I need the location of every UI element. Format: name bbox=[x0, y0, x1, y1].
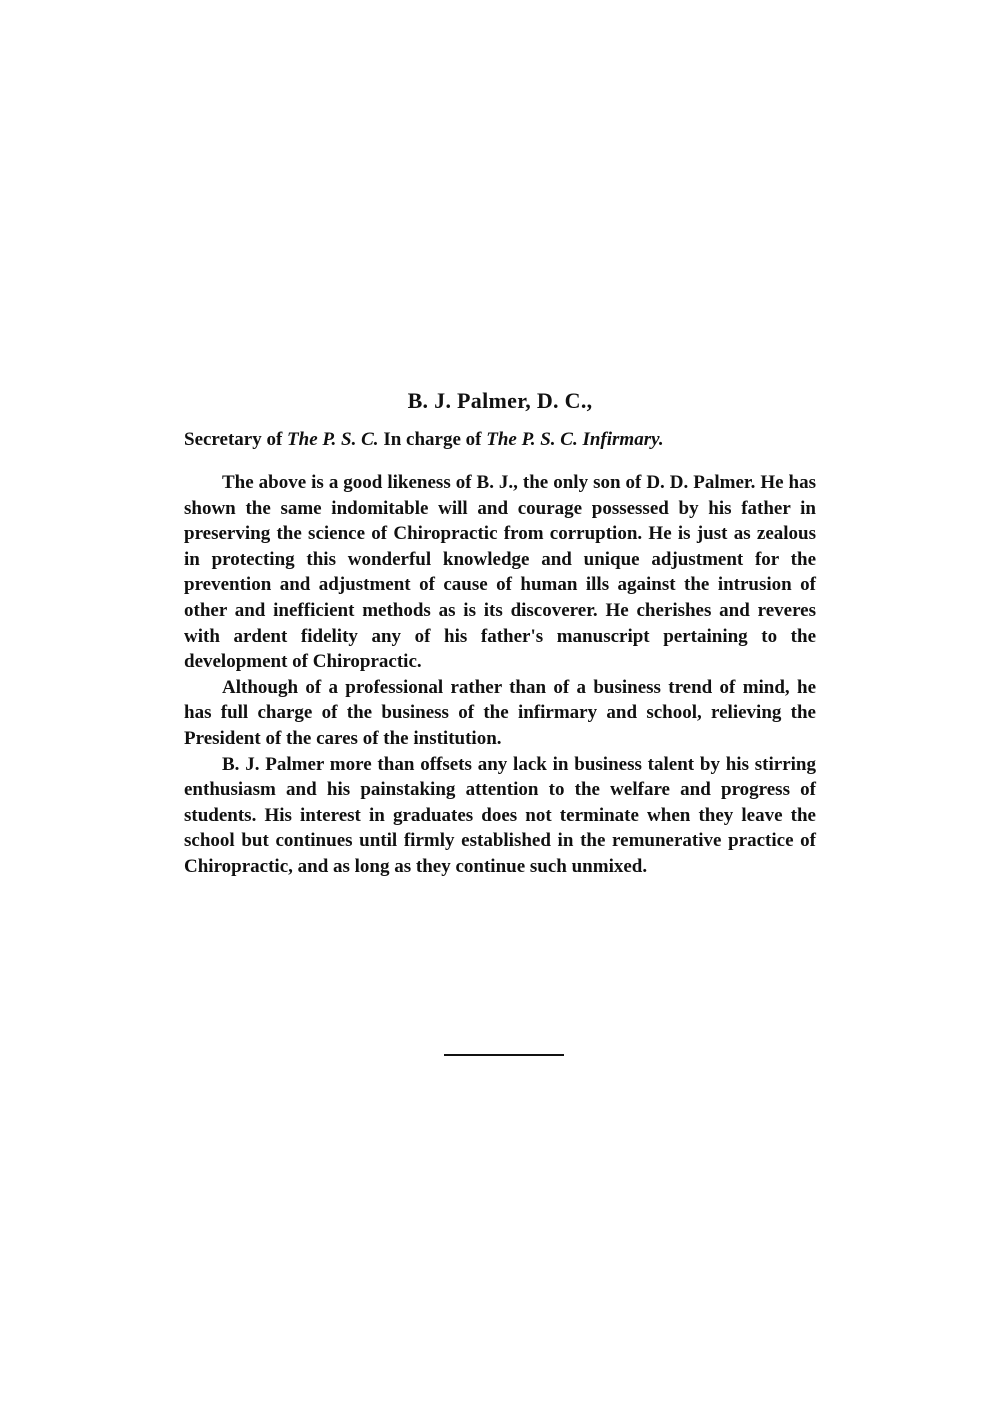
subtitle-org-1: The P. S. C. bbox=[287, 429, 379, 450]
subtitle-middle: In charge of bbox=[378, 429, 487, 450]
paragraph-3: B. J. Palmer more than offsets any lack in business talent by his stirring enthusiasm and his painstaking attention to the welfare and progress of students. His interest in graduates does not terminate when they leave the school but continues until firmly established in the remunerative practice of Chiropractic, and as long as they continue such unmixed. bbox=[184, 753, 816, 877]
subtitle bbox=[184, 428, 816, 452]
text-column bbox=[184, 388, 816, 880]
subtitle-prefix: Secretary of bbox=[184, 429, 288, 450]
subtitle-org-2: The P. S. C. Infirmary. bbox=[486, 429, 664, 450]
paragraph-2: Although of a professional rather than of a business trend of mind, he has full charge of the business of the infirmary and school, relieving the President of the cares of the institution. bbox=[184, 676, 816, 749]
page-title: B. J. Palmer, D. C., bbox=[407, 388, 593, 413]
closing-rule bbox=[444, 1054, 564, 1056]
paragraph-1: The above is a good likeness of B. J., the only son of D. D. Palmer. He has shown the same indomitable will and courage possessed by his father in preserving the science of Chiropractic from corruption. He is just as zealous in protecting this wonderful knowledge and unique adjustment for the prevention and adjustment of cause of human ills against the intrusion of other and inefficient methods as is its discoverer. He cherishes and reveres with ardent fidelity any of his father's manuscript pertaining to the development of Chiropractic. bbox=[184, 472, 816, 673]
